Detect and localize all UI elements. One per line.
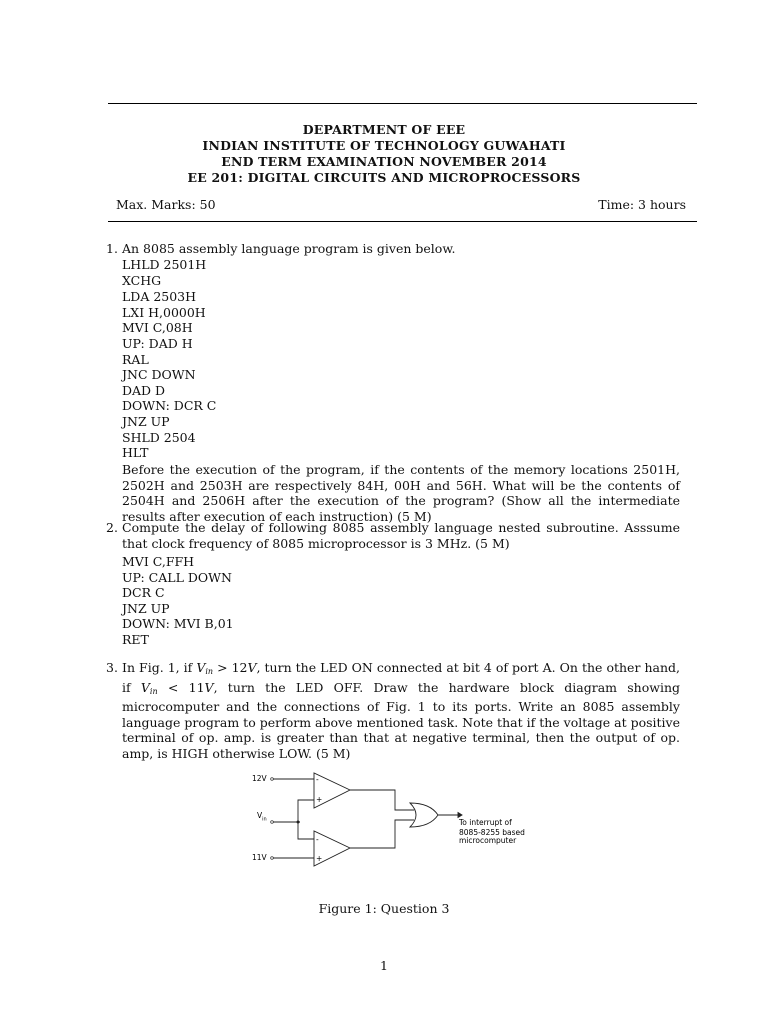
exam-title: END TERM EXAMINATION NOVEMBER 2014 [221, 154, 547, 169]
figure-caption: Figure 1: Question 3 [318, 901, 450, 916]
q2-code-line: UP: CALL DOWN [122, 570, 232, 585]
output-label-line2: 8085-8255 based [459, 828, 525, 837]
or-gate [410, 803, 438, 827]
label-vin [257, 811, 267, 823]
top-plus-sign: + [316, 795, 323, 804]
bottom-minus-sign: - [316, 835, 319, 844]
header-bottom-rule [108, 221, 697, 222]
max-marks: Max. Marks: 50 [116, 197, 216, 212]
vin-subscript: in [205, 667, 214, 676]
q1-code-line: DOWN: DCR C [122, 398, 217, 413]
q1-body: Before the execution of the program, if the contents of the memory locations 2501H, 2502H and 2503H are respectively 84H, 00H and 56H. What will be the contents of 2504H and 2506H after the execution of the program? (Show all the intermediate results after execution of each instruction) (5 M) [122, 462, 680, 524]
q1-code-line: XCHG [122, 273, 162, 288]
q2-code-line: RET [122, 632, 149, 647]
exam-time: Time: 3 hours [598, 197, 686, 212]
q3-text: < 11 [157, 679, 205, 695]
vin-symbol: V [196, 660, 206, 675]
label-in: in [262, 816, 267, 823]
comparator-circuit-figure [240, 760, 540, 875]
vin-symbol: V [140, 679, 150, 695]
q1-number: 1. [106, 241, 118, 256]
terminal-12v [271, 778, 274, 781]
q1-code-line: UP: DAD H [122, 336, 193, 351]
terminal-vin [271, 821, 274, 824]
q2-number: 2. [106, 520, 118, 535]
label-v: V [257, 811, 263, 820]
institute-title: INDIAN INSTITUTE OF TECHNOLOGY GUWAHATI [202, 138, 566, 153]
q2-intro: Compute the delay of following 8085 assembly language nested subroutine. Asssume that clock frequency of 8085 microprocessor is 3 MHz. (5 M) [122, 520, 680, 551]
volt-unit: V [204, 679, 214, 695]
q1-code-line: JNC DOWN [122, 367, 196, 382]
q2-code-line: DCR C [122, 585, 165, 600]
q1-code-line: HLT [122, 445, 149, 460]
vin-subscript: in [149, 686, 158, 696]
q1-intro: An 8085 assembly language program is given below. [122, 241, 456, 256]
volt-unit: V [247, 660, 257, 675]
q1-code-line: LXI H,0000H [122, 305, 206, 320]
q1-code-line: JNZ UP [122, 414, 170, 429]
q1-code-line: LDA 2503H [122, 289, 197, 304]
course-title: EE 201: DIGITAL CIRCUITS AND MICROPROCESSORS [187, 170, 581, 185]
top-minus-sign: - [316, 775, 319, 784]
q1-code-line: LHLD 2501H [122, 257, 207, 272]
q1-code-line: SHLD 2504 [122, 430, 196, 445]
q3-text: > 12 [213, 660, 248, 675]
label-11v: 11V [252, 853, 267, 862]
top-rule [108, 103, 697, 104]
q3-text: , turn the LED OFF. Draw the hardware block diagram showing microcomputer and the connections of Fig. 1 to its ports. Write an 8085 assembly language program to perform above mentioned task. Note that if the voltage at positive terminal of op. amp. is greater than that at negative terminal, then the output of op. amp, is HIGH otherwise LOW. (5 M) [122, 679, 680, 761]
q1-code-line: RAL [122, 352, 149, 367]
q2-code-line: JNZ UP [122, 601, 170, 616]
q3-number: 3. [106, 660, 118, 675]
q3-text: , turn the LED ON connected at bit 4 of port A. On the other hand, if [122, 660, 680, 695]
q1-code-line: MVI C,08H [122, 320, 193, 335]
q2-code-line: DOWN: MVI B,01 [122, 616, 234, 631]
terminal-11v [271, 857, 274, 860]
output-label-line3: microcomputer [459, 836, 517, 845]
q2-code-line: MVI C,FFH [122, 554, 195, 569]
q3-text: In Fig. 1, if [122, 660, 197, 675]
q3-body [122, 660, 680, 761]
department-title: DEPARTMENT OF EEE [302, 122, 466, 137]
bottom-plus-sign: + [316, 854, 323, 863]
label-12v: 12V [252, 774, 267, 783]
page-number: 1 [380, 958, 388, 973]
q1-code-line: DAD D [122, 383, 166, 398]
output-label-line1: To interrupt of [459, 818, 512, 827]
